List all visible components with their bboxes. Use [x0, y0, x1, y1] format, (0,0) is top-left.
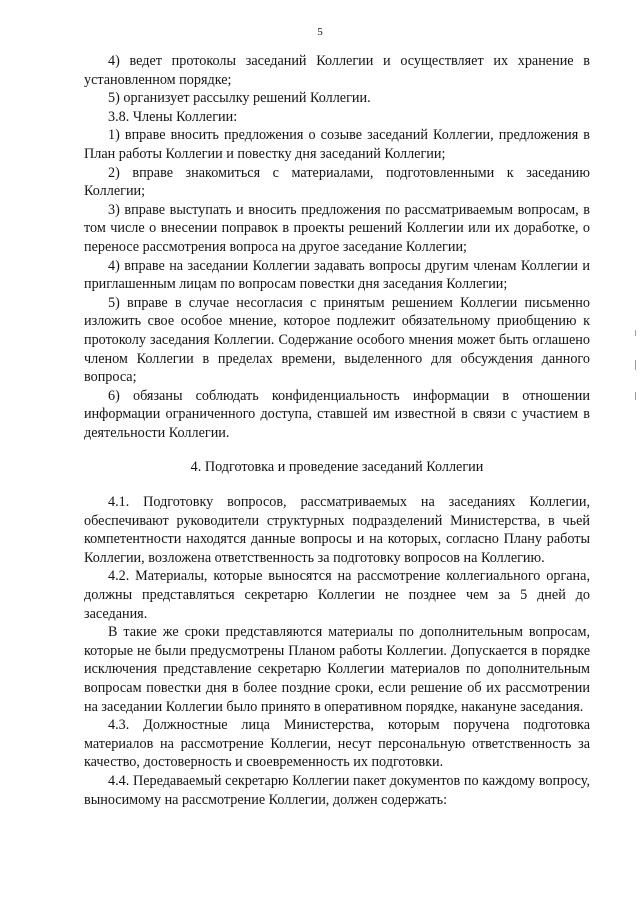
paragraph-3-8-members: 3.8. Члены Коллегии: — [108, 108, 238, 125]
paragraph-4-4: 4.4. Передаваемый секретарю Коллегии пакет документов по каждому вопросу, выносимому на рассмотрение Коллегии, должен содержать: — [84, 772, 590, 808]
scan-edge-mark — [635, 330, 636, 336]
paragraph-member-duty-6: 6) обязаны соблюдать конфиденциальность информации в отношении информации ограниченного доступа, ставшей им известной в связи с участием в деятельности Коллегии. — [84, 387, 590, 441]
paragraph-4-1: 4.1. Подготовку вопросов, рассматриваемых на заседаниях Коллегии, обеспечивают руководители структурных подразделений Министерства, в чьей компетентности находятся данные вопросы и на которых, согласно Плану работы Коллегии, возложена ответственность за подготовку вопросов на Коллегию. — [84, 494, 590, 566]
paragraph-4-3: 4.3. Должностные лица Министерства, которым поручена подготовка материалов на рассмотрение Коллегии, несут персональную ответственность за качество, достоверность и своевременность их подготовки. — [84, 717, 590, 771]
paragraph-member-right-5: 5) вправе в случае несогласия с принятым решением Коллегии письменно изложить свое особое мнение, которое подлежит обязательному приобщению к протоколу заседания Коллегии. Содержание особого мнения может быть оглашено членом Коллегии в пределах времени, выделенного для обсуждения данного вопроса; — [84, 294, 590, 386]
section-heading: 4. Подготовка и проведение заседаний Коллегии — [190, 459, 484, 476]
page-number: 5 — [317, 26, 323, 38]
paragraph-4-2: 4.2. Материалы, которые выносятся на рассмотрение коллегиального органа, должны представляться секретарю Коллегии не позднее чем за 5 дней до заседания. — [84, 568, 590, 622]
paragraph-5-distribution: 5) организует рассылку решений Коллегии. — [108, 90, 371, 107]
scan-edge-mark — [635, 392, 636, 400]
scan-edge-mark — [635, 360, 636, 370]
paragraph-member-right-2: 2) вправе знакомиться с материалами, подготовленными к заседанию Коллегии; — [84, 164, 590, 200]
paragraph-member-right-3: 3) вправе выступать и вносить предложения по рассматриваемым вопросам, в том числе о внесении поправок в проекты решений Коллегии или их доработке, о переносе рассмотрения вопроса на другое заседание Коллегии; — [84, 201, 590, 255]
document-body — [84, 52, 590, 809]
paragraph-member-right-4: 4) вправе на заседании Коллегии задавать вопросы другим членам Коллегии и приглашенным лицам по вопросам повестки дня заседания Коллегии; — [84, 257, 590, 293]
paragraph-member-right-1: 1) вправе вносить предложения о созыве заседаний Коллегии, предложения в План работы Коллегии и повестку дня заседаний Коллегии; — [84, 127, 590, 162]
paragraph-4-2-continued: В такие же сроки представляются материалы по дополнительным вопросам, которые не были предусмотрены Планом работы Коллегии. Допускается в порядке исключения представление секретарю Коллегии материалов по дополнительным вопросам повестки дня в более поздние сроки, если решение об их рассмотрении на заседании Коллегии было принято в оперативном порядке, накануне заседания. — [84, 624, 590, 715]
paragraph-4-protocols: 4) ведет протоколы заседаний Коллегии и осуществляет их хранение в установленном порядке; — [84, 53, 590, 88]
